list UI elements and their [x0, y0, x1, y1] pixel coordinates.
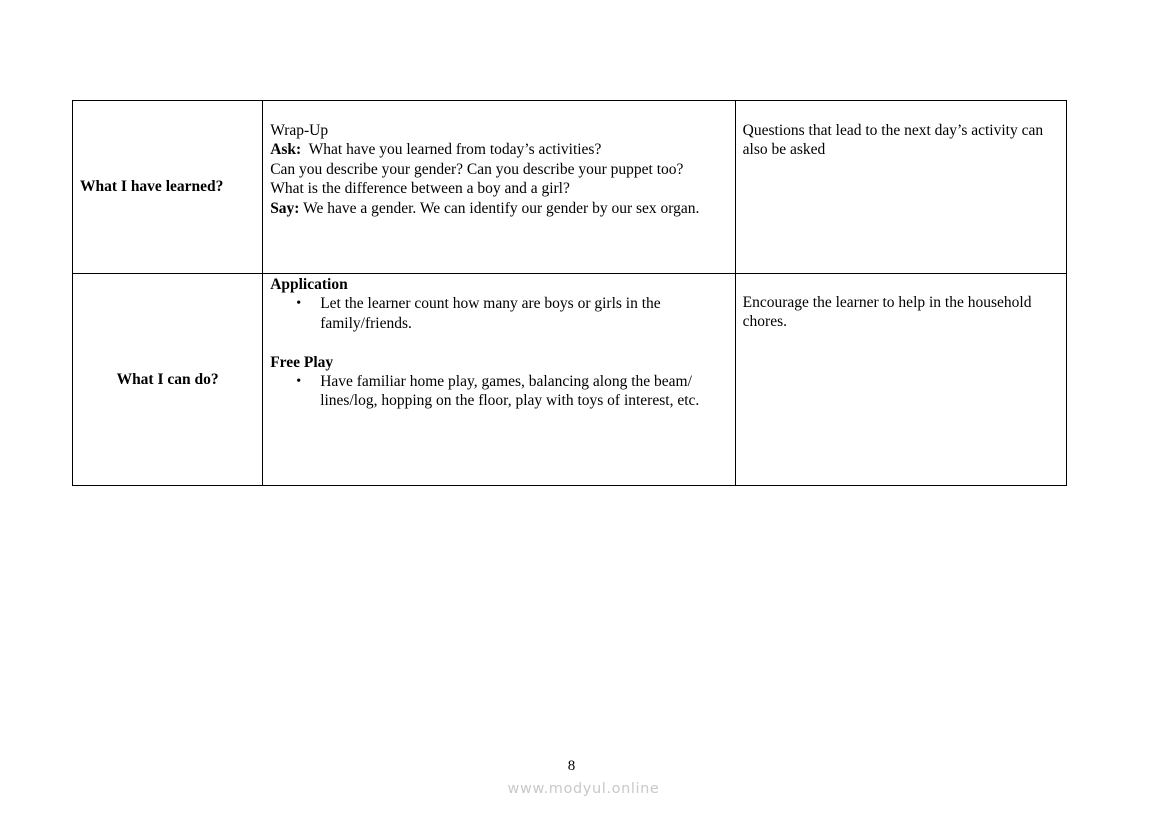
- notes-cell: [735, 274, 1066, 486]
- row-label-text: What I can do?: [116, 370, 219, 388]
- spacer: [270, 333, 727, 352]
- bullet-icon: •: [296, 296, 302, 312]
- notes-cell: [735, 101, 1066, 274]
- question-line: What is the difference between a boy and a girl?: [270, 180, 570, 198]
- row-label-what-i-can-do: [73, 274, 263, 486]
- table-row: [73, 274, 1067, 486]
- notes-text: Questions that lead to the next day’s activity can also be asked: [742, 122, 1044, 159]
- row-label-what-i-have-learned: [73, 101, 263, 274]
- activities-cell: [263, 274, 735, 486]
- page-number: 8: [567, 758, 576, 774]
- ask-text: What have you learned from today’s activities?: [301, 141, 602, 159]
- list-item-text: Have familiar home play, games, balancing along the beam/ lines/log, hopping on the floor, play with toys of interest, etc.: [320, 373, 700, 410]
- free-play-list: [270, 372, 727, 411]
- watermark-text: www.modyul.online: [507, 781, 660, 797]
- ask-label: Ask:: [270, 141, 302, 159]
- say-text: We have a gender. We can identify our gender by our sex organ.: [299, 199, 700, 217]
- ask-line: [270, 140, 727, 159]
- list-item-text: Let the learner count how many are boys or girls in the family/friends.: [320, 295, 661, 332]
- say-line: [270, 199, 727, 218]
- list-item: [270, 372, 727, 411]
- lesson-plan-table: [72, 100, 1067, 486]
- question-line: Can you describe your gender? Can you describe your puppet too?: [270, 160, 684, 178]
- row-label-text: What I have learned?: [80, 178, 224, 196]
- say-label: Say:: [270, 199, 300, 217]
- notes-text: Encourage the learner to help in the household chores.: [742, 294, 1032, 331]
- bullet-icon: •: [296, 374, 302, 390]
- application-heading: Application: [270, 276, 348, 293]
- application-list: [270, 294, 727, 333]
- table-row: [73, 101, 1067, 274]
- list-item: [270, 294, 727, 333]
- free-play-heading: Free Play: [270, 353, 334, 371]
- wrap-up-cell: [263, 101, 735, 274]
- wrap-up-heading: Wrap-Up: [270, 122, 329, 139]
